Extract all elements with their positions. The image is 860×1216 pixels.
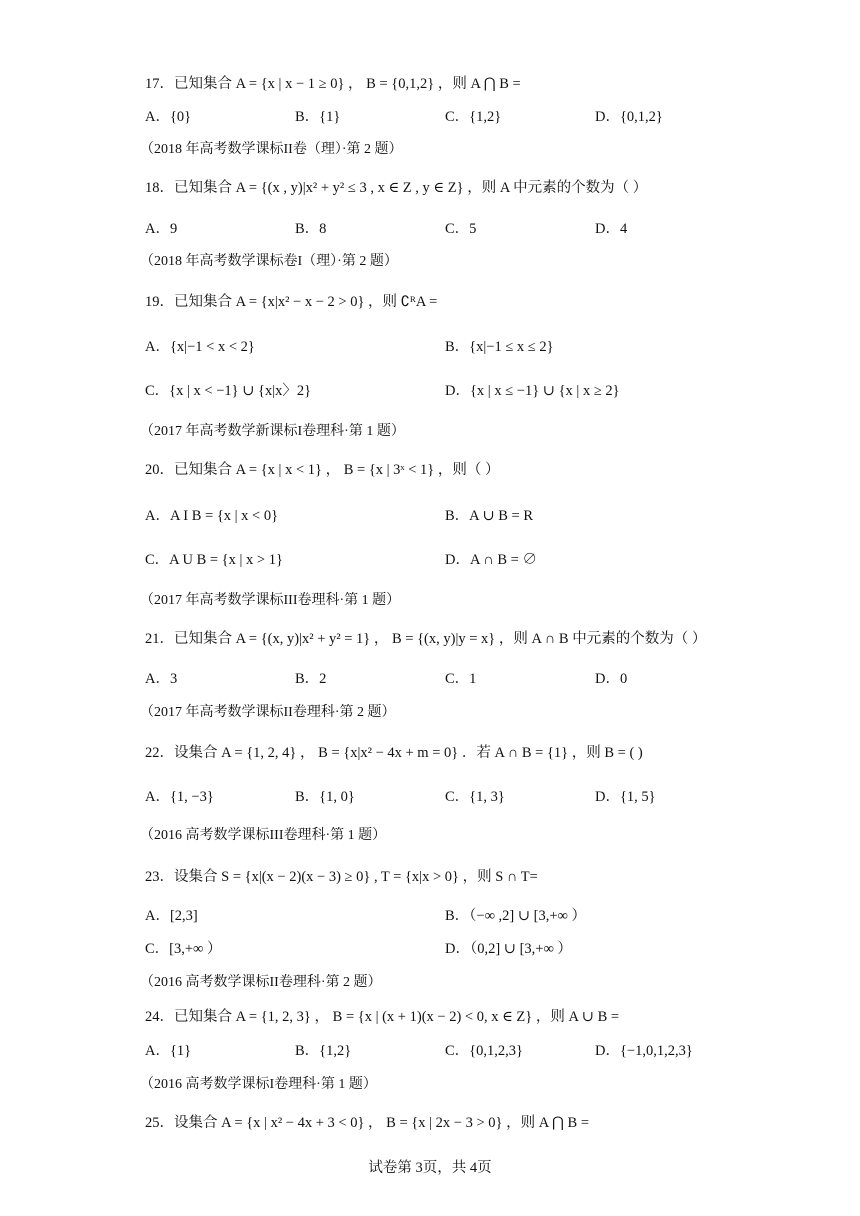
question-24-option-c: C．{0,1,2,3} [445, 1043, 523, 1059]
question-24-option-d: D．{−1,0,1,2,3} [595, 1043, 693, 1059]
question-19-option-d: D．{x | x ≤ −1} ∪ {x | x ≥ 2} [445, 383, 620, 399]
question-22-option-a: A．{1, −3} [145, 789, 214, 805]
question-24-option-a: A．{1} [145, 1043, 192, 1059]
question-21-stem: 21．已知集合 A = {(x, y)|x² + y² = 1} ， B = {(x, y)|y = x} ，则 A ∩ B 中元素的个数为（ ） [145, 631, 707, 647]
question-17-stem: 17．已知集合 A = {x | x − 1 ≥ 0} ， B = {0,1,2} ，则 A ⋂ B = [145, 76, 521, 92]
question-18-stem: 18．已知集合 A = {(x , y)|x² + y² ≤ 3 , x ∈ Z , y ∈ Z} ，则 A 中元素的个数为（ ） [145, 180, 648, 196]
question-21-option-b: B．2 [295, 671, 327, 687]
question-17-option-a: A．{0} [145, 109, 192, 125]
question-19-stem: 19．已知集合 A = {x|x² − x − 2 > 0} ，则 ∁ᴿA = [145, 294, 438, 310]
question-19-source: （2017 年高考数学新课标I卷理科·第 1 题） [140, 424, 405, 439]
question-17-option-b: B．{1} [295, 109, 341, 125]
question-20-stem: 20．已知集合 A = {x | x < 1} ， B = {x | 3ˣ < 1} ，则（ ） [145, 462, 500, 478]
question-20-source: （2017 年高考数学课标III卷理科·第 1 题） [140, 593, 401, 608]
question-18-option-b: B．8 [295, 221, 327, 237]
question-24-stem: 24．已知集合 A = {1, 2, 3} ， B = {x | (x + 1)(x − 2) < 0, x ∈ Z} ，则 A ∪ B = [145, 1009, 620, 1025]
question-21-source: （2017 年高考数学课标II卷理科·第 2 题） [140, 705, 396, 720]
page-footer: 试卷第 3页，共 4页 [368, 1160, 492, 1176]
question-24-source: （2016 高考数学课标I卷理科·第 1 题） [140, 1077, 377, 1092]
question-18-option-c: C．5 [445, 221, 477, 237]
question-17-option-c: C．{1,2} [445, 109, 502, 125]
question-23-stem: 23．设集合 S = {x|(x − 2)(x − 3) ≥ 0} , T = {x|x > 0} ，则 S ∩ T= [145, 869, 538, 885]
question-22-source: （2016 高考数学课标III卷理科·第 1 题） [140, 828, 387, 843]
question-21-option-d: D．0 [595, 671, 628, 687]
question-17-option-d: D．{0,1,2} [595, 109, 663, 125]
question-18-source: （2018 年高考数学课标卷I（理）·第 2 题） [140, 254, 398, 269]
question-23-source: （2016 高考数学课标II卷理科·第 2 题） [140, 975, 382, 990]
question-19-option-b: B．{x|−1 ≤ x ≤ 2} [445, 339, 554, 355]
question-22-option-b: B．{1, 0} [295, 789, 355, 805]
question-21-option-a: A．3 [145, 671, 178, 687]
question-24-option-b: B．{1,2} [295, 1043, 352, 1059]
question-19-option-a: A．{x|−1 < x < 2} [145, 339, 255, 355]
question-20-option-d: D．A ∩ B = ∅ [445, 552, 537, 568]
question-17-source: （2018 年高考数学课标II卷（理）·第 2 题） [140, 142, 403, 157]
question-22-option-d: D．{1, 5} [595, 789, 656, 805]
question-20-option-c: C．A U B = {x | x > 1} [145, 552, 283, 568]
question-23-option-a: A．[2,3] [145, 908, 198, 924]
question-18-option-a: A．9 [145, 221, 178, 237]
question-19-option-c: C．{x | x < −1} ∪ {x|x〉2} [145, 383, 312, 399]
question-23-option-b: B．（−∞ ,2] ∪ [3,+∞ ） [445, 908, 587, 924]
question-25-stem: 25．设集合 A = {x | x² − 4x + 3 < 0} ， B = {x | 2x − 3 > 0} ，则 A ⋂ B = [145, 1115, 589, 1131]
question-20-option-a: A．A I B = {x | x < 0} [145, 508, 279, 524]
question-18-option-d: D．4 [595, 221, 628, 237]
question-23-option-c: C．[3,+∞ ） [145, 941, 222, 957]
question-22-option-c: C．{1, 3} [445, 789, 505, 805]
question-22-stem: 22．设集合 A = {1, 2, 4} ， B = {x|x² − 4x + m = 0} ．若 A ∩ B = {1} ，则 B = ( ) [145, 745, 643, 761]
question-23-option-d: D．（0,2] ∪ [3,+∞ ） [445, 941, 572, 957]
question-21-option-c: C．1 [445, 671, 477, 687]
question-20-option-b: B．A ∪ B = R [445, 508, 534, 524]
